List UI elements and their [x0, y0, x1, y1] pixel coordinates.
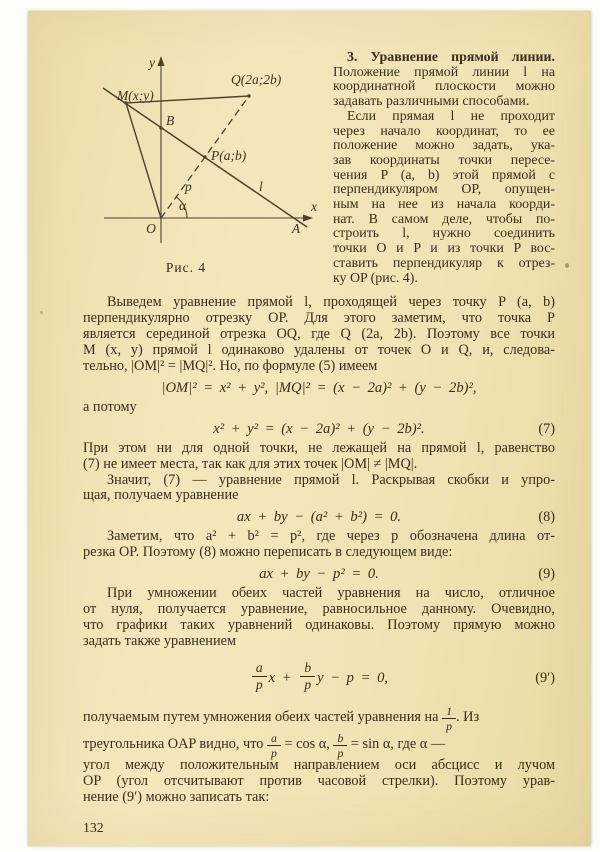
text-line: M (x, y) прямой l одинаково удалены от точек O и Q, и, следова- — [83, 341, 555, 358]
paragraph-5 — [83, 586, 555, 650]
text-line: нение (9′) можно записать так: — [83, 789, 270, 806]
equation-9-prime: $\frac{a}{p}$ x + $\frac{b}{p}$ y − p = 0, (9′) — [83, 658, 555, 698]
angle-alpha-label: α — [179, 198, 187, 213]
text-line: перпендикулярно отрезку OP. Для этого заметим, что точка P — [83, 310, 555, 327]
paragraph-3 — [83, 473, 555, 505]
equation-om-mq: |OM|² = x² + y², |MQ|² = (x − 2a)² + (y − 2b)², — [161, 379, 477, 396]
paper-speck — [40, 311, 43, 314]
column-line: положение можно задать, ука- — [333, 138, 555, 154]
paragraph-4 — [83, 529, 555, 561]
column-line: ку OP (рис. 4). — [333, 270, 418, 286]
column-line: чения P (a, b) этой прямой с — [333, 167, 555, 183]
text-line: а потому — [83, 398, 137, 415]
text-line: OP (угол отсчитывают против часовой стрелки). Поэтому урав- — [83, 773, 555, 790]
column-line: Если прямая l не проходит — [347, 108, 555, 124]
page-content — [83, 51, 555, 846]
text-line: угол между положительным направлением оси абсцисс и лучом — [83, 757, 555, 774]
text-line: Заметим, что a² + b² = p², где через p обозначена длина от- — [107, 528, 555, 545]
section-heading: 3. Уравнение прямой линии. — [347, 50, 555, 65]
text-line: щая, получаем уравнение — [83, 487, 239, 504]
equation-number: (8) — [538, 509, 555, 526]
equation-8: ax + by − (a² + b²) = 0. (8) — [236, 509, 555, 526]
segment-p-label: p — [185, 179, 192, 194]
y-axis-arrowhead — [158, 56, 165, 66]
text-line: При этом ни для одной точки, не лежащей на прямой l, равенство — [83, 439, 555, 456]
line-l-label: l — [259, 179, 263, 194]
text-line: При умножении обеих частей уравнения на число, отличное — [107, 585, 555, 602]
text-line: резка OP. Поэтому (8) можно переписать в следующем виде: — [83, 544, 453, 561]
main-text-section — [83, 295, 555, 836]
column-line: ставить перпендикуляр к отрез- — [333, 255, 555, 271]
text-line: треугольника OAP видно, что $\frac{a}{p}$ = cos α, $\frac{b}{p}$ = sin α, где α — — [83, 731, 446, 761]
figure-4-diagram — [71, 53, 321, 253]
column-line: координатной плоскости можно — [333, 79, 555, 95]
column-line: Положение прямой линии l на — [333, 64, 555, 80]
column-line: задавать различными способами. — [333, 94, 530, 110]
text-line: задать также уравнением — [83, 632, 236, 649]
column-line: ным на нее из начала коорди- — [333, 197, 555, 213]
text-line: является серединой отрезка OQ, где Q (2a, 2b). Поэтому все точки — [83, 326, 555, 343]
point-q-label: Q(2a;2b) — [231, 72, 282, 87]
fraction-b-over-p: $\frac{b}{p}$ — [300, 661, 315, 692]
figure-4 — [71, 51, 333, 276]
paragraph-2 — [83, 441, 555, 473]
column-line: точки O и P и из точки P вос- — [333, 241, 555, 257]
point-a-label: A — [291, 221, 301, 236]
point-p-dot — [203, 155, 206, 158]
text-line: тельно, |OM|² = |MQ|². Но, по формуле (5) имеем — [83, 357, 378, 374]
figure-caption: Рис. 4 — [165, 260, 207, 275]
column-line: строить l, нужно соединить — [333, 226, 555, 242]
fraction-a-over-p-inline: $\frac{a}{p}$ — [267, 732, 281, 759]
origin-label: O — [146, 221, 156, 236]
column-line: зав координаты точки пересе- — [333, 152, 555, 168]
column-line: через начало координат, то ее — [333, 123, 555, 139]
fraction-a-over-p: $\frac{a}{p}$ — [252, 661, 267, 692]
text-line: получаемым путем умножения обеих частей уравнения на $\frac{1}{p}$ . Из — [83, 703, 480, 733]
right-text-column — [333, 51, 555, 286]
point-m-label: M(x;y) — [117, 88, 154, 103]
point-p-label: P(a;b) — [211, 148, 247, 163]
paragraph-1 — [83, 295, 555, 375]
paragraph-6 — [83, 704, 555, 806]
paper-speck — [565, 263, 569, 268]
x-axis-label: x — [311, 199, 317, 214]
equation-number: (9′) — [535, 669, 555, 686]
point-q-dot — [247, 94, 250, 97]
book-page — [28, 11, 591, 846]
equation-number: (7) — [538, 420, 555, 437]
column-line: нат. В самом деле, чтобы по- — [333, 211, 555, 227]
point-b-dot — [159, 126, 162, 129]
equation-9: ax + by − p² = 0. (9) — [259, 566, 555, 583]
point-b-label: B — [166, 113, 175, 128]
page-number: 132 — [83, 819, 104, 835]
text-line: от нуля, получается уравнение, равносильное данному. Очевидно, — [83, 601, 555, 618]
text-line: Значит, (7) — уравнение прямой l. Раскрывая скобки и упро- — [107, 471, 555, 488]
segment-om — [126, 103, 161, 218]
fraction-b-over-p-inline: $\frac{b}{p}$ — [333, 732, 347, 759]
text-line: (7) не имеет места, так как для этих точек |OM| ≠ |MQ|. — [83, 455, 418, 472]
column-line: перпендикуляром OP, опущен- — [333, 182, 555, 198]
text-line: Выведем уравнение прямой l, проходящей через точку P (a, b) — [107, 294, 555, 311]
top-two-column-section — [83, 51, 555, 286]
equation-7: x² + y² = (x − 2a)² + (y − 2b)². (7) — [213, 420, 555, 437]
y-axis-label: y — [149, 55, 155, 70]
x-axis-arrowhead — [303, 215, 313, 222]
equation-number: (9) — [538, 566, 555, 583]
text-line: что графики таких уравнений одинаковы. Поэтому прямую можно — [83, 616, 555, 633]
fraction-1-over-p: $\frac{1}{p}$ — [442, 705, 456, 732]
